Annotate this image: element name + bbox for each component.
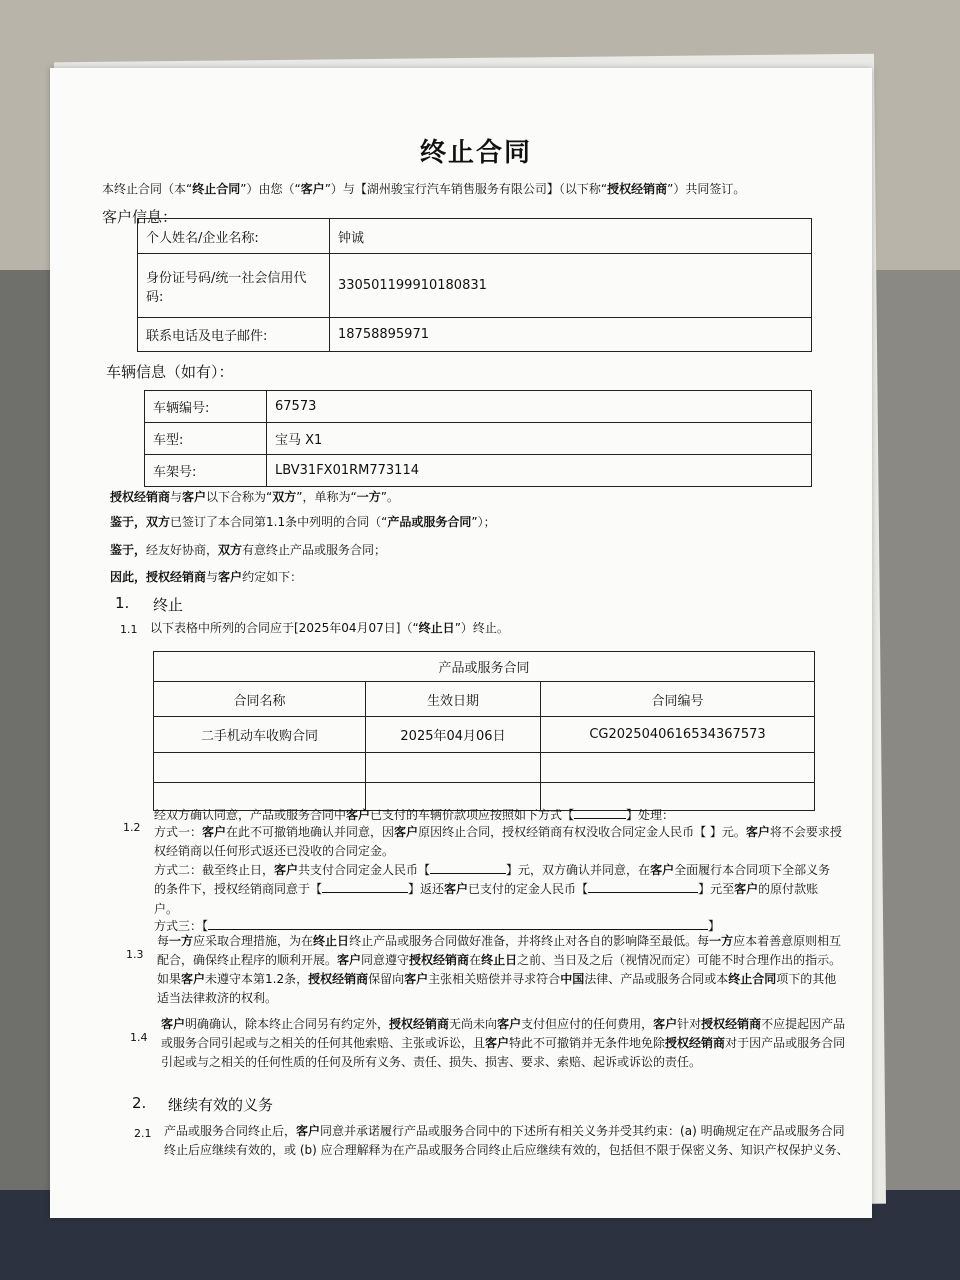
recital-bold: 双方	[272, 490, 297, 504]
clause-text: 之前、当日及之后（视情况而定）可能不时合理作出的指示。	[517, 953, 842, 967]
intro-bold: 授权经销商	[607, 182, 668, 196]
clause-bold: 中国	[560, 972, 585, 986]
recital-bold: 因此，	[110, 570, 147, 584]
clause-text: 的条件下，授权经销商同意于【	[154, 882, 323, 896]
clause-1-4-line-3: 引起或与之相关的任何性质的任何及所有义务、责任、损失、损害、要求、索赔、起诉或诉讼的责任。	[161, 1055, 702, 1069]
clause-bold: 授权经销商	[409, 953, 470, 967]
recital-bold: 客户	[218, 570, 243, 584]
clause-text: 法律、产品或服务合同或本	[584, 972, 729, 986]
clause-text: 主张相关赔偿并寻求符合	[428, 972, 561, 986]
customer-name-value: 钟诚	[330, 219, 812, 254]
clause-1-2-line-5	[154, 881, 818, 898]
contract-date-cell	[366, 753, 541, 783]
deposit-amount-blank[interactable]	[430, 863, 506, 874]
clause-bold: 授权经销商	[389, 1017, 450, 1031]
recital-text: 约定如下：	[242, 570, 303, 584]
clause-bold: 客户	[734, 882, 759, 896]
recital-text: 经友好协商，	[146, 543, 219, 557]
clause-text: 无尚未向	[449, 1017, 498, 1031]
contracts-table	[153, 651, 815, 811]
clause-bold: 授权经销商	[665, 1036, 726, 1050]
contracts-header-name: 合同名称	[154, 682, 366, 717]
customer-heading: 客户信息：	[102, 208, 178, 226]
clause-2-1-number: 2.1	[134, 1127, 152, 1140]
clause-1-3-line-4: 适当法律救济的权利。	[157, 991, 278, 1005]
clause-bold: 客户	[444, 882, 469, 896]
table-row	[154, 682, 815, 717]
intro-text: 本终止合同（本“	[102, 182, 193, 196]
clause-bold: 终止日	[481, 953, 518, 967]
clause-text: 】元至	[698, 882, 735, 896]
clause-bold: 一方	[709, 934, 734, 948]
clause-bold: 客户	[296, 1124, 321, 1138]
document-title: 终止合同	[420, 138, 533, 168]
clause-bold: 终止日	[418, 621, 455, 635]
clause-text: 全面履行本合同项下全部义务	[674, 863, 831, 877]
intro-text: ”）由您（“	[240, 182, 301, 196]
clause-text: 已支付的车辆价款项应按照如下方式【	[370, 808, 575, 822]
recital-bold: 鉴于，	[110, 515, 147, 529]
clause-text: 同意并承诺履行产品或服务合同中的下述所有相关义务并受其约束：(a) 明确规定在产品或服务合同	[320, 1124, 845, 1138]
clause-1-2-line-6: 户。	[154, 902, 179, 916]
contracts-header-number: 合同编号	[541, 682, 815, 717]
clause-text: 在	[469, 953, 482, 967]
vehicle-vin-label: 车架号:	[145, 455, 267, 487]
clause-1-1-number: 1.1	[120, 623, 138, 636]
clause-text: 针对	[677, 1017, 702, 1031]
clause-text: 每	[157, 934, 170, 948]
document-page	[50, 68, 872, 1218]
clause-1-2-line-3: 权经销商以任何形式返还已没收的合同定金。	[154, 844, 395, 858]
contracts-header-date: 生效日期	[366, 682, 541, 717]
clause-bold: 客户	[650, 863, 675, 877]
clause-text: 未遵守本第1.2条，	[205, 972, 309, 986]
table-row	[145, 423, 812, 455]
recital-1	[110, 489, 399, 506]
recital-text: 与	[206, 570, 219, 584]
customer-contact-label: 联系电话及电子邮件:	[138, 318, 330, 352]
clause-1-4-line-2	[161, 1035, 845, 1052]
clause-text: 方式一：	[154, 825, 203, 839]
clause-text: 项下的其他	[776, 972, 837, 986]
recital-bold: 授权经销商	[110, 490, 171, 504]
recital-bold: 双方	[218, 543, 243, 557]
recital-bold: 一方	[356, 490, 381, 504]
recital-text: ”。	[380, 490, 399, 504]
customer-id-label: 身份证号码/统一社会信用代码:	[138, 254, 330, 318]
clause-text: 的原付款账	[758, 882, 819, 896]
customer-name-label: 个人姓名/企业名称:	[138, 219, 330, 254]
vehicle-vin-value: LBV31FX01RM773114	[267, 455, 812, 487]
recital-bold: 授权经销商	[146, 570, 207, 584]
clause-1-2-line-1	[154, 807, 674, 824]
section-1-number: 1.	[115, 594, 130, 612]
clause-text: 支付但应付的任何费用，	[521, 1017, 654, 1031]
clause-1-2-number: 1.2	[123, 821, 141, 834]
clause-1-3-line-2	[157, 952, 841, 969]
table-row	[145, 391, 812, 423]
clause-1-4-number: 1.4	[130, 1031, 148, 1044]
clause-bold: 客户	[497, 1017, 522, 1031]
vehicle-number-value: 67573	[267, 391, 812, 423]
clause-bold: 终止合同	[728, 972, 777, 986]
clause-1-4-line-1	[161, 1016, 845, 1033]
clause-text: 经双方确认同意，产品或服务合同中	[154, 808, 347, 822]
refund-date-blank[interactable]	[322, 882, 408, 893]
contract-number-cell	[541, 753, 815, 783]
clause-bold: 客户	[202, 825, 227, 839]
recital-text: 以下合称为“	[206, 490, 273, 504]
clause-1-3-line-1	[157, 933, 841, 950]
clause-text: 特此不可撤销并无条件地免除	[509, 1036, 666, 1050]
clause-1-1-text	[150, 620, 509, 637]
customer-contact-value: 18758895971	[330, 318, 812, 352]
contracts-table-caption: 产品或服务合同	[154, 652, 815, 682]
clause-text: 同意遵守	[361, 953, 410, 967]
clause-text: 对于因产品或服务合同	[725, 1036, 846, 1050]
clause-text: 共支付合同定金人民币【	[298, 863, 431, 877]
customer-table	[137, 218, 812, 352]
clause-2-1-line-2: 终止后应继续有效的，或 (b) 应合理解释为在产品或服务合同终止后应继续有效的，包括但不限于保密义务、知识产权保护义务、	[164, 1143, 849, 1157]
recital-text: ”）；	[471, 515, 496, 529]
vehicle-model-value: 宝马 X1	[267, 423, 812, 455]
table-row	[138, 254, 812, 318]
intro-text: ”）与【湖州骏宝行汽车销售服务有限公司】（以下称“	[324, 182, 608, 196]
vehicle-table	[144, 390, 812, 487]
clause-1-2-line-2	[154, 824, 842, 841]
clause-text: 】	[708, 919, 721, 933]
clause-1-3-number: 1.3	[126, 948, 144, 961]
contract-name-cell: 二手机动车收购合同	[154, 717, 366, 753]
clause-text: 不应提起因产品	[761, 1017, 846, 1031]
table-row	[145, 455, 812, 487]
table-row	[138, 219, 812, 254]
clause-text: 已支付的定金人民币【	[468, 882, 589, 896]
recital-bold: 客户	[182, 490, 207, 504]
clause-bold: 授权经销商	[701, 1017, 762, 1031]
recital-bold: 双方	[146, 515, 171, 529]
table-row	[154, 652, 815, 682]
table-row	[138, 318, 812, 352]
method-blank[interactable]	[574, 808, 626, 819]
clause-bold: 客户	[485, 1036, 510, 1050]
method-three-blank[interactable]	[208, 919, 708, 930]
clause-text: 终止产品或服务合同做好准备，并将终止对各自的影响降至最低。每	[349, 934, 710, 948]
clause-text: 将不会要求授	[769, 825, 842, 839]
table-row	[154, 753, 815, 783]
clause-bold: 客户	[404, 972, 429, 986]
vehicle-heading: 车辆信息（如有）：	[106, 363, 234, 381]
clause-text: 】处理：	[626, 808, 675, 822]
intro-text: ”）共同签订。	[667, 182, 746, 196]
clause-text: ”）终止。	[454, 621, 509, 635]
clause-bold: 终止日	[313, 934, 350, 948]
recital-3	[110, 542, 386, 559]
clause-bold: 一方	[169, 934, 194, 948]
clause-text: 明确确认，除本终止合同另有约定外，	[185, 1017, 390, 1031]
intro-paragraph	[102, 181, 745, 198]
vehicle-model-label: 车型:	[145, 423, 267, 455]
clause-bold: 客户	[337, 953, 362, 967]
recital-2	[110, 514, 496, 531]
recital-text: 已签订了本合同第1.1条中列明的合同（“	[170, 515, 388, 529]
clause-text: 方式三：【	[154, 919, 209, 933]
contract-number-cell: CG2025040616534367573	[541, 717, 815, 753]
section-1-title: 终止	[153, 596, 184, 614]
clause-text: 方式二：截至终止日，	[154, 863, 275, 877]
clause-bold: 客户	[346, 808, 371, 822]
recital-text: 有意终止产品或服务合同；	[242, 543, 387, 557]
clause-1-2-line-4	[154, 862, 830, 879]
recital-text: ”，单称为“	[296, 490, 357, 504]
clause-text: 产品或服务合同终止后，	[164, 1124, 297, 1138]
clause-text: 保留向	[368, 972, 405, 986]
clause-text: 应本着善意原则相互	[733, 934, 842, 948]
intro-bold: 终止合同	[192, 182, 241, 196]
clause-text: 】元，双方确认并同意，在	[506, 863, 651, 877]
recital-bold: 产品或服务合同	[387, 515, 472, 529]
clause-text: 或服务合同引起或与之相关的任何其他索赔、主张或诉讼，且	[161, 1036, 486, 1050]
table-row	[154, 717, 815, 753]
clause-1-3-line-3	[157, 971, 836, 988]
clause-2-1-line-1	[164, 1123, 845, 1140]
vehicle-number-label: 车辆编号:	[145, 391, 267, 423]
clause-text: 】返还	[408, 882, 445, 896]
section-2-number: 2.	[132, 1094, 147, 1112]
contract-date-cell: 2025年04月06日	[366, 717, 541, 753]
clause-text: 原因终止合同，授权经销商有权没收合同定金人民币【 】元。	[418, 825, 746, 839]
clause-bold: 客户	[745, 825, 770, 839]
clause-text: 配合，确保终止程序的顺利开展。	[157, 953, 338, 967]
clause-text: 如果	[157, 972, 182, 986]
clause-text: 以下表格中所列的合同应于[2025年04月07日]（“	[150, 621, 419, 635]
clause-bold: 客户	[181, 972, 206, 986]
clause-bold: 客户	[394, 825, 419, 839]
recital-4	[110, 569, 302, 586]
refund-amount-blank[interactable]	[588, 882, 698, 893]
contract-name-cell	[154, 753, 366, 783]
clause-bold: 授权经销商	[308, 972, 369, 986]
recital-bold: 鉴于，	[110, 543, 147, 557]
clause-bold: 客户	[161, 1017, 186, 1031]
clause-bold: 客户	[653, 1017, 678, 1031]
clause-text: 在此不可撤销地确认并同意，因	[226, 825, 395, 839]
clause-text: 应采取合理措施，为在	[193, 934, 314, 948]
recital-text: 与	[170, 490, 183, 504]
customer-id-value: 330501199910180831	[330, 254, 812, 318]
section-2-title: 继续有效的义务	[168, 1096, 274, 1114]
clause-bold: 客户	[274, 863, 299, 877]
intro-bold: 客户	[300, 182, 325, 196]
